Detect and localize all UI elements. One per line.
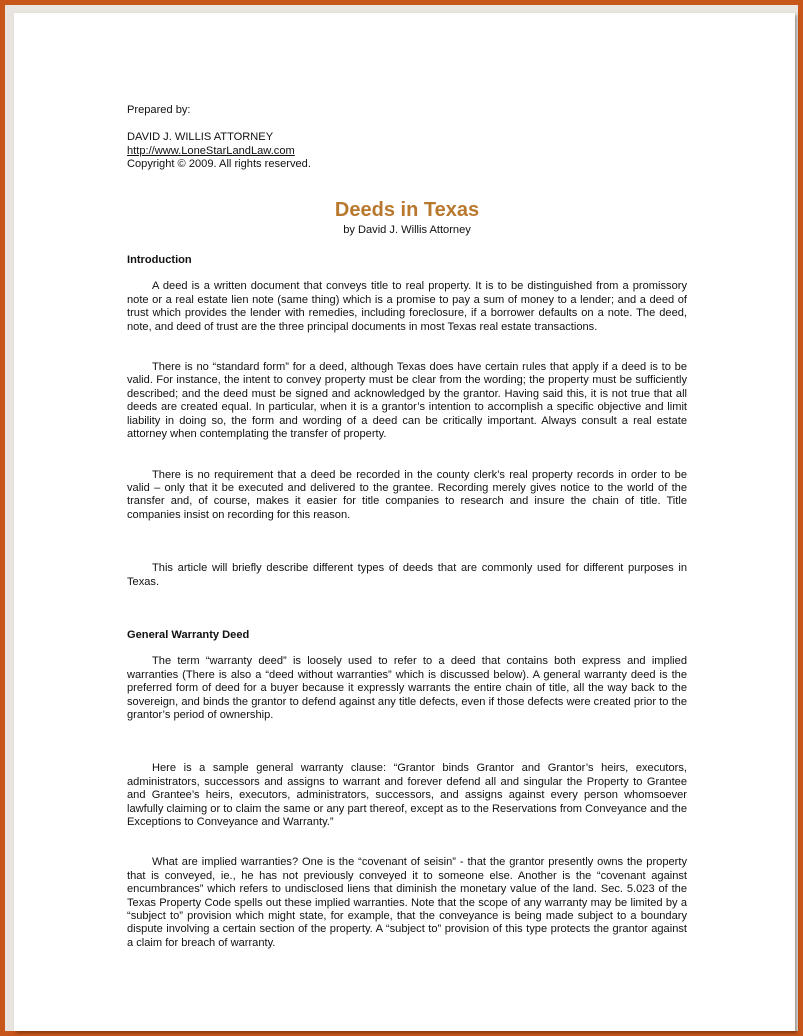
author-line: DAVID J. WILLIS ATTORNEY (127, 131, 274, 144)
paragraph: This article will briefly describe different types of deeds that are commonly used for different purposes in Texas. (127, 562, 687, 588)
section-heading-introduction: Introduction (127, 254, 192, 267)
paragraph: What are implied warranties? One is the “covenant of seisin” - that the grantor presently owns the property that is conveyed, ie., he has not previously conveyed it to someone else. Another is the “covenant against encumbrances” which refers to undisclosed liens that diminish the monetary value of the land. Sec. 5.023 of the Texas Property Code spells out these implied warranties. Note that the scope of any warranty may be limited by a “subject to” provision which might state, for example, that the conveyance is being made subject to a boundary dispute involving a certain section of the property. A “subject to” provision of this type protects the grantor against a claim for breach of warranty. (127, 856, 687, 949)
document-title: Deeds in Texas (334, 198, 480, 221)
paragraph: There is no requirement that a deed be recorded in the county clerk’s real property records in order to be valid – only that it be executed and delivered to the grantee. Recording merely gives notice to the world of the transfer and, of course, makes it easier for title companies to research and insure the chain of title. Title companies insist on recording for this reason. (127, 468, 687, 521)
paragraph: The term “warranty deed” is loosely used to refer to a deed that contains both express and implied warranties (There is also a “deed without warranties” which is discussed below). A general warranty deed is the preferred form of deed for a buyer because it expressly warrants the entire chain of title, all the way back to the sovereign, and binds the grantor to defend against any title defects, even if those defects were created prior to the grantor’s period of ownership. (127, 655, 687, 721)
copyright-line: Copyright © 2009. All rights reserved. (127, 158, 311, 171)
author-block (127, 104, 687, 172)
paragraph: A deed is a written document that conveys title to real property. It is to be distinguished from a promissory note or a real estate lien note (same thing) which is a promise to pay a sum of money to a lender; and a deed of trust which provides the lender with remedies, including foreclosure, if a borrower defaults on a note. The deed, note, and deed of trust are the three principal documents in most Texas real estate transactions. (127, 280, 687, 333)
paragraph: Here is a sample general warranty clause: “Grantor binds Grantor and Grantor’s heirs, executors, administrators, successors and assigns to warrant and forever defend all and singular the Property to Grantee and Grantee’s heirs, executors, administrators, successors, and assigns against every person whomsoever lawfully claiming or to claim the same or any part thereof, except as to the Reservations from Conveyance and the Exceptions to Conveyance and Warranty.” (127, 762, 687, 828)
paragraph: There is no “standard form” for a deed, although Texas does have certain rules that apply if a deed is to be valid. For instance, the intent to convey property must be clear from the wording; the property must be sufficiently described; and the deed must be signed and acknowledged by the grantor. Having said this, it is not true that all deeds are created equal. In particular, when it is a grantor’s intention to accomplish a specific objective and limit liability in doing so, the form and wording of a deed can be critically important. Always consult a real estate attorney when contemplating the transfer of property. (127, 361, 687, 441)
document-content (127, 104, 687, 950)
section-heading-general-warranty-deed: General Warranty Deed (127, 628, 250, 641)
page-frame (5, 5, 798, 1031)
website-link[interactable]: http://www.LoneStarLandLaw.com (127, 144, 295, 157)
document-page (14, 13, 795, 1031)
document-byline: by David J. Willis Attorney (343, 223, 471, 236)
prepared-label: Prepared by: (127, 104, 191, 116)
